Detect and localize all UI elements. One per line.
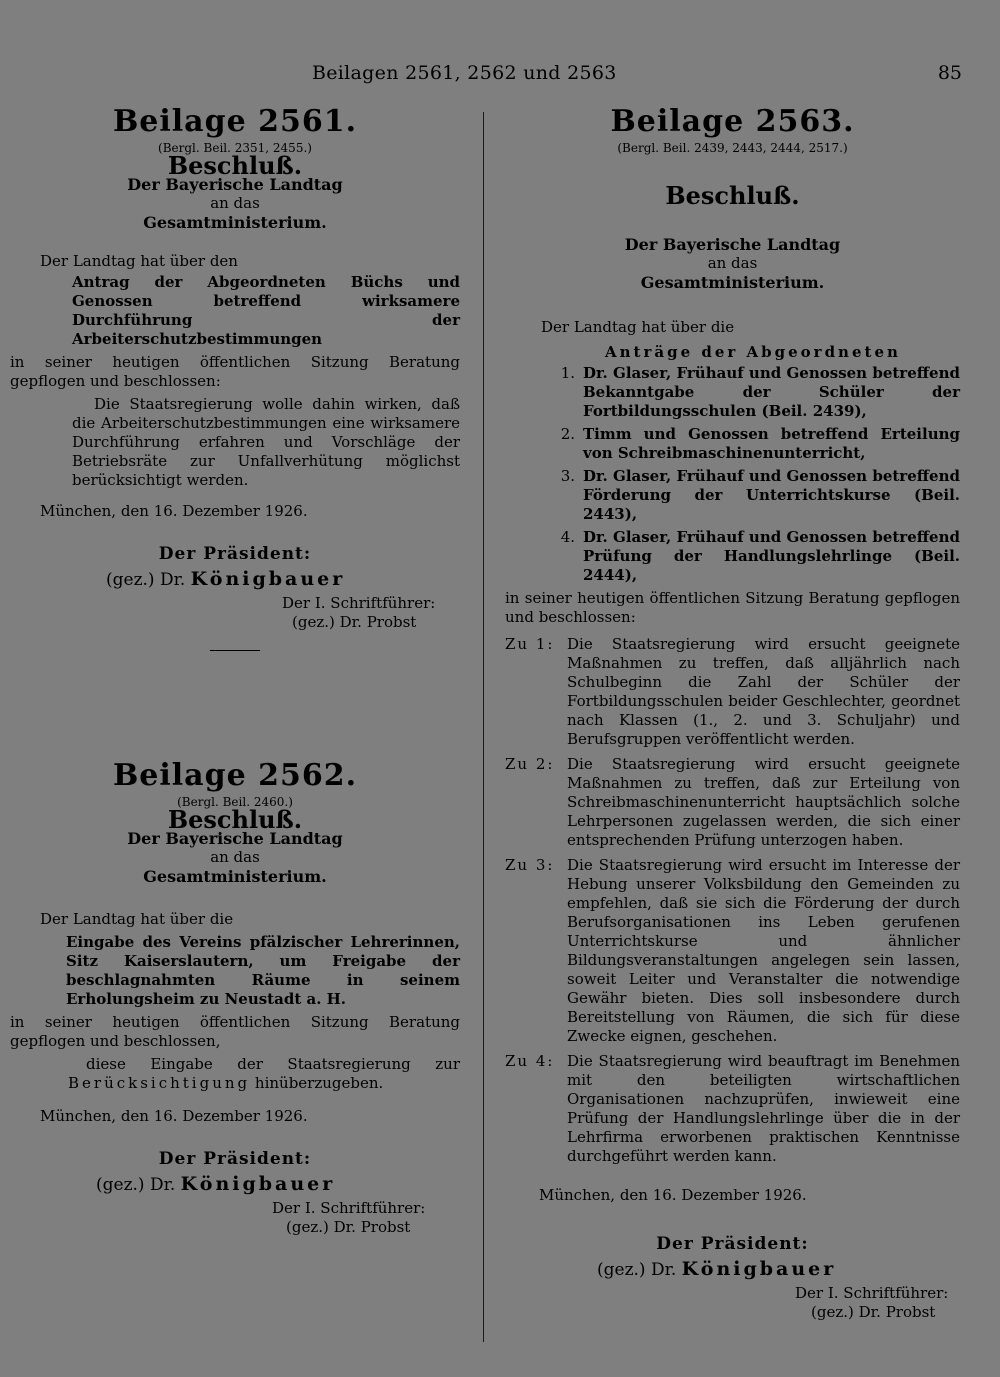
president-label: Der Präsident:	[158, 1149, 312, 1169]
beilage-2562-ref: (Bergl. Beil. 2460.)	[177, 795, 293, 809]
zu-label: Zu 4:	[505, 1052, 555, 1070]
beilage-2561	[10, 104, 460, 651]
page-number: 85	[937, 62, 962, 84]
president-label: Der Präsident:	[158, 544, 312, 564]
addressee-an-das: an das	[210, 194, 260, 212]
beilage-2562-title: Beilage 2562.	[112, 758, 358, 793]
item-text: Dr. Glaser, Frühauf und Genossen betreffend Prüfung der Handlungslehrlinge (Beil. 2444),	[583, 528, 960, 584]
zu-text: Die Staatsregierung wird ersucht im Interesse der Hebung unserer Volksbildung den Gemeinden zu empfehlen, daß sie sich die Förderung der durch Berufsorganisationen ins Leben gerufenen Unterrichtskurse und ähnlicher Bildungsveranstaltungen angelegen sein lassen, soweit Leiter und Veranstalter die notwendige Gewähr bieten. Dies soll insbesondere durch Bereitstellung von Räumen, die sich für diese Zwecke eignen, geschehen.	[567, 856, 960, 1045]
intro-text: Der Landtag hat über die	[40, 910, 234, 928]
antrag-item-4	[505, 528, 960, 585]
beilage-2562-beschluss: Beschluß.	[167, 805, 303, 834]
addressee-from: Der Bayerische Landtag	[624, 235, 841, 254]
secretary-name: (gez.) Dr. Probst	[292, 613, 417, 631]
beilage-2563	[505, 104, 960, 1322]
resolution-body: Die Staatsregierung wolle dahin wirken, daß die Arbeiterschutzbestimmungen eine wirksamere Durchführung erfahren und Vorschläge der Betriebsräte zur Unfallverhütung möglichst berücksichtigt werden.	[72, 395, 460, 489]
item-number: 1.	[560, 364, 575, 382]
antrag-item-1	[505, 364, 960, 421]
beilage-2562	[10, 758, 460, 1237]
resolution-body-b: Berücksichtigung	[68, 1074, 251, 1092]
item-text: Timm und Genossen betreffend Erteilung von Schreibmaschinenunterricht,	[583, 425, 960, 462]
addressee-to: Gesamtministerium.	[640, 273, 825, 292]
addressee-an-das: an das	[210, 848, 260, 866]
addressee-from: Der Bayerische Landtag	[127, 175, 343, 194]
president-name: Königbauer	[190, 568, 346, 590]
addressee-to: Gesamtministerium.	[143, 213, 327, 232]
zu-3	[505, 856, 960, 1046]
beratung-text: in seiner heutigen öffentlichen Sitzung Beratung gepflogen und beschlossen:	[505, 589, 960, 626]
zu-label: Zu 3:	[505, 856, 555, 874]
running-header: Beilagen 2561, 2562 und 2563	[312, 62, 617, 84]
beilage-2561-ref: (Bergl. Beil. 2351, 2455.)	[158, 141, 312, 155]
intro-text: Der Landtag hat über den	[40, 252, 238, 270]
beilage-2563-beschluss: Beschluß.	[665, 181, 800, 210]
zu-text: Die Staatsregierung wird ersucht geeignete Maßnahmen zu treffen, daß zur Erteilung von Schreibmaschinenunterricht hauptsächlich solche Lehrpersonen zugelassen werden, die sich einer entsprechenden Prüfung unterzogen haben.	[567, 755, 960, 849]
addressee-from: Der Bayerische Landtag	[127, 829, 343, 848]
date-line: München, den 16. Dezember 1926.	[40, 502, 308, 520]
date-line: München, den 16. Dezember 1926.	[539, 1186, 807, 1204]
column-divider	[483, 112, 484, 1342]
zu-label: Zu 2:	[505, 755, 555, 773]
section-separator	[210, 650, 260, 651]
beratung-text: in seiner heutigen öffentlichen Sitzung Beratung gepflogen und beschlossen,	[10, 1013, 460, 1050]
zu-2	[505, 755, 960, 850]
beilage-2563-ref: (Bergl. Beil. 2439, 2443, 2444, 2517.)	[617, 141, 848, 155]
beratung-text: in seiner heutigen öffentlichen Sitzung Beratung gepflogen und beschlossen:	[10, 353, 460, 390]
antrag-item-2	[505, 425, 960, 463]
addressee-an-das: an das	[707, 254, 758, 272]
item-number: 3.	[560, 467, 575, 485]
resolution-body	[10, 1055, 460, 1093]
antraege-heading: Anträge der Abgeordneten	[605, 343, 901, 361]
secretary-name: (gez.) Dr. Probst	[811, 1303, 936, 1321]
item-number: 4.	[560, 528, 575, 546]
date-line: München, den 16. Dezember 1926.	[40, 1107, 308, 1125]
zu-text: Die Staatsregierung wird beauftragt im Benehmen mit den beteiligten wirtschaftlichen Organisationen nachzuprüfen, inwieweit eine Prüfung der Handlungslehrlinge über die in der Lehrfirma erworbenen praktischen Kenntnisse durchgeführt werden kann.	[567, 1052, 960, 1165]
resolution-body-a: diese Eingabe der Staatsregierung zur	[86, 1055, 460, 1073]
signature-gez: (gez.) Dr.	[597, 1260, 677, 1280]
beilage-2563-title: Beilage 2563.	[610, 104, 855, 139]
secretary-label: Der I. Schriftführer:	[795, 1284, 949, 1302]
signature-gez: (gez.) Dr.	[106, 570, 186, 590]
item-text: Dr. Glaser, Frühauf und Genossen betreffend Förderung der Unterrichtskurse (Beil. 2443),	[583, 467, 960, 523]
zu-label: Zu 1:	[505, 635, 555, 653]
president-name: Königbauer	[180, 1173, 336, 1195]
president-label: Der Präsident:	[656, 1234, 809, 1254]
president-name: Königbauer	[681, 1258, 837, 1280]
zu-text: Die Staatsregierung wird ersucht geeignete Maßnahmen zu treffen, daß alljährlich nach Schulbeginn die Zahl der Schüler der Fortbildungsschulen beider Geschlechter, geordnet nach Klassen (1., 2. und 3. Schuljahr) und Berufsgruppen veröffentlicht werden.	[567, 635, 960, 748]
addressee-to: Gesamtministerium.	[143, 867, 327, 886]
item-text: Dr. Glaser, Frühauf und Genossen betreffend Bekanntgabe der Schüler der Fortbildungsschulen (Beil. 2439),	[583, 364, 960, 420]
eingabe-text: Eingabe des Vereins pfälzischer Lehrerinnen, Sitz Kaiserslautern, um Freigabe der beschlagnahmten Räume in seinem Erholungsheim zu Neustadt a. H.	[66, 933, 460, 1008]
beilage-2561-title: Beilage 2561.	[112, 104, 358, 139]
secretary-name: (gez.) Dr. Probst	[286, 1218, 411, 1236]
intro-text: Der Landtag hat über die	[541, 318, 735, 336]
zu-4	[505, 1052, 960, 1166]
resolution-body-c: hinüberzugeben.	[254, 1074, 384, 1092]
beilage-2561-beschluss: Beschluß.	[167, 151, 303, 180]
antrag-item-3	[505, 467, 960, 524]
zu-1	[505, 635, 960, 749]
item-number: 2.	[560, 425, 575, 443]
secretary-label: Der I. Schriftführer:	[282, 594, 436, 612]
secretary-label: Der I. Schriftführer:	[272, 1199, 426, 1217]
antrag-text: Antrag der Abgeordneten Büchs und Genossen betreffend wirksamere Durchführung der Arbeiterschutzbestimmungen	[72, 273, 460, 348]
signature-gez: (gez.) Dr.	[96, 1175, 176, 1195]
